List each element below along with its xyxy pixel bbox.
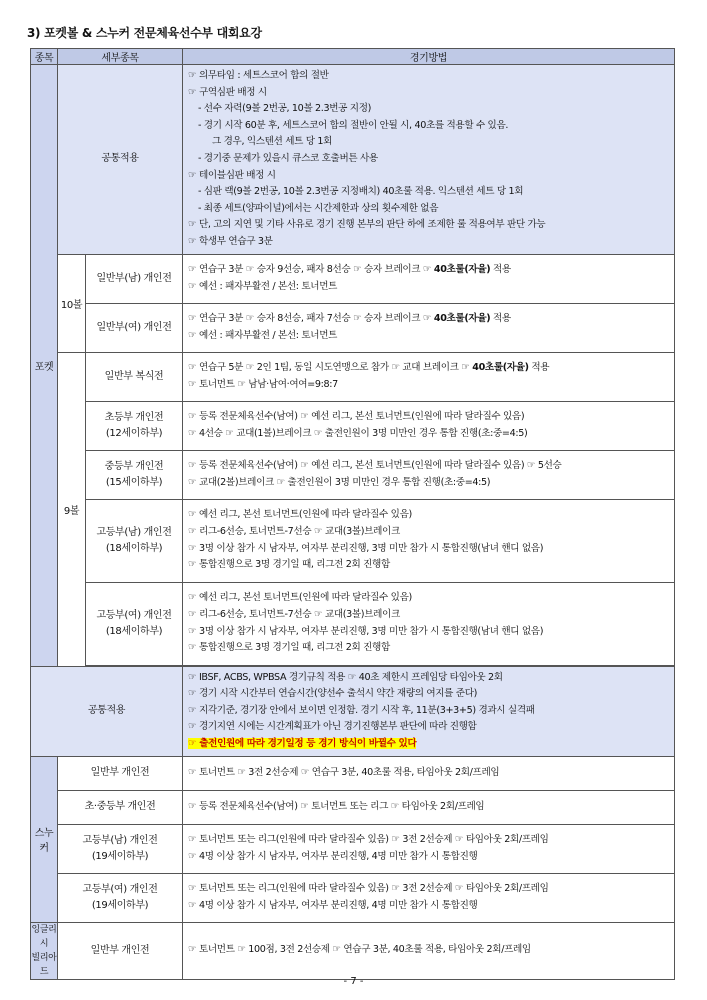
rule-text: ☞ 연습구 3분 ☞ 승자 8선승, 패자 7선승 ☞ 승자 브레이크 ☞ xyxy=(188,312,434,324)
rule-line: - 경기 시작 60분 후, 세트스코어 합의 절반이 안될 시, 40초를 적용할 수 있음. xyxy=(198,119,509,131)
event-label-line: 고등부(남) 개인전 xyxy=(82,834,158,846)
competition-rules-table xyxy=(30,48,675,980)
snooker-highwomen-row xyxy=(31,873,675,922)
common-all-label: 공통적용 xyxy=(31,666,183,756)
rule-line: ☞ 토너먼트 또는 리그(인원에 따라 달라질수 있음) ☞ 3전 2선승제 ☞ 타임아웃 2회/프레임 xyxy=(188,833,549,845)
header-row xyxy=(31,49,675,65)
rule-line: ☞ 3명 이상 참가 시 남자부, 여자부 분리진행, 3명 미만 참가 시 통합진행(남녀 핸디 없음) xyxy=(188,542,544,554)
rule-line: ☞ 지각기준, 경기장 안에서 보이면 인정함. 경기 시작 후, 11분(3+3+5) 경과시 실격패 xyxy=(188,704,535,716)
rule-line: ☞ 통합진행으로 3명 경기일 때, 리그전 2회 진행함 xyxy=(188,559,390,571)
rule-bold: 40초룰(자율) xyxy=(433,263,491,275)
event-label-line: 고등부(남) 개인전 xyxy=(96,526,172,538)
rule-line: ☞ 통합진행으로 3명 경기일 때, 리그전 2회 진행함 xyxy=(188,642,390,654)
event-label-line: 중등부 개인전 xyxy=(104,460,164,472)
rule-line: ☞ 교대(2볼)브레이크 ☞ 출전인원이 3명 미만인 경우 통합 진행(초:중=4:5) xyxy=(188,476,491,488)
event-label-line: 고등부(여) 개인전 xyxy=(82,883,158,895)
event-desc xyxy=(183,499,675,582)
sport-name-line: 잉글리시 xyxy=(31,924,57,949)
pocket-common-row xyxy=(31,65,675,255)
english-general-row xyxy=(31,922,675,979)
sport-pocket: 포켓 xyxy=(31,65,58,667)
rule-line: ☞ 등록 전문체육선수(남여) ☞ 예선 리그, 본선 토너먼트(인원에 따라 달라질수 있음) xyxy=(188,410,525,422)
event-label xyxy=(86,582,183,665)
rule-line: ☞ 학생부 연습구 3분 xyxy=(188,235,273,247)
rule-line: ☞ 단, 고의 지연 및 기타 사유로 경기 진행 본부의 판단 하에 조제한 룰 적용여부 판단 가능 xyxy=(188,219,546,231)
event-label xyxy=(58,824,183,873)
nineball-elem-row xyxy=(31,401,675,450)
rule-line: ☞ 예선 : 패자부활전 / 본선: 토너먼트 xyxy=(188,329,338,341)
sport-snooker: 스누커 xyxy=(31,756,58,922)
event-label xyxy=(86,499,183,582)
rule-text: ☞ 연습구 5분 ☞ 2인 1팀, 동일 시도연맹으로 참가 ☞ 교대 브레이크 ☞ xyxy=(188,361,473,373)
event-label-age: (18세이하부) xyxy=(105,625,163,637)
event-label-age: (12세이하부) xyxy=(105,427,163,439)
event-label: 일반부(남) 개인전 xyxy=(86,254,183,303)
event-desc xyxy=(183,922,675,979)
snooker-highmen-row xyxy=(31,824,675,873)
nineball-doubles-row xyxy=(31,352,675,401)
rule-bold: 40초룰(자율) xyxy=(433,312,491,324)
snooker-general-row xyxy=(31,756,675,790)
header-sport: 종목 xyxy=(31,49,58,65)
rule-line: - 선수 자력(9볼 2번공, 10볼 2.3번공 지정) xyxy=(198,103,372,115)
nineball-middle-row xyxy=(31,450,675,499)
rule-line: ☞ 예선 : 패자부활전 / 본선: 토너먼트 xyxy=(188,280,338,292)
event-label: 일반부 개인전 xyxy=(58,922,183,979)
sport-english-billiards xyxy=(31,922,58,979)
rule-line: ☞ 구역심판 배정 시 xyxy=(188,86,267,98)
rule-line: ☞ 3명 이상 참가 시 남자부, 여자부 분리진행, 3명 미만 참가 시 통합진행(남녀 핸디 없음) xyxy=(188,625,544,637)
event-desc xyxy=(183,824,675,873)
rule-text: ☞ 연습구 3분 ☞ 승자 9선승, 패자 8선승 ☞ 승자 브레이크 ☞ xyxy=(188,263,434,275)
rule-line: ☞ 토너먼트 ☞ 3전 2선승제 ☞ 연습구 3분, 40초룰 적용, 타임아웃 2회/프레임 xyxy=(188,766,500,778)
rule-line: - 최종 세트(양파이널)에서는 시간제한과 상의 횟수제한 없음 xyxy=(198,202,439,214)
event-label xyxy=(86,401,183,450)
event-label: 일반부 복식전 xyxy=(86,352,183,401)
event-desc xyxy=(183,303,675,352)
rule-line: ☞ 예선 리그, 본선 토너먼트(인원에 따라 달라질수 있음) xyxy=(188,509,412,521)
event-desc xyxy=(183,873,675,922)
event-desc xyxy=(183,756,675,790)
tenball-women-row xyxy=(31,303,675,352)
rule-text: 적용 xyxy=(490,263,511,275)
rule-line: ☞ 등록 전문체육선수(남여) ☞ 예선 리그, 본선 토너먼트(인원에 따라 달라질수 있음) ☞ 5선승 xyxy=(188,459,562,471)
rule-line: ☞ 의무타임 : 세트스코어 합의 절반 xyxy=(188,70,329,81)
snooker-elemmid-row xyxy=(31,790,675,824)
tenball-men-row xyxy=(31,254,675,303)
event-label-line: 초등부 개인전 xyxy=(104,411,164,423)
nineball-highmen-row xyxy=(31,499,675,582)
rule-line: ☞ 경기 시작 시간부터 연습시간(양선수 출석시 약간 재량의 여지를 준다) xyxy=(188,688,478,700)
highlight-notice: ☞ 출전인원에 따라 경기일정 등 경기 방식이 바뀔수 있다 xyxy=(188,737,417,749)
event-desc xyxy=(183,582,675,665)
event-label xyxy=(86,450,183,499)
nineball-highwomen-row xyxy=(31,582,675,665)
event-desc xyxy=(183,790,675,824)
event-label-age: (19세이하부) xyxy=(91,899,149,911)
rule-line: - 경기중 문제가 있을시 큐스코 호출버튼 사용 xyxy=(198,152,378,164)
event-label xyxy=(58,873,183,922)
rule-line: ☞ 4명 이상 참가 시 남자부, 여자부 분리진행, 4명 미만 참가 시 통합진행 xyxy=(188,850,478,862)
page-title: 3) 포켓볼 & 스누커 전문체육선수부 대회요강 xyxy=(27,26,262,40)
common-all-desc xyxy=(183,666,675,756)
rule-line: ☞ 리그-6선승, 토너먼트-7선승 ☞ 교대(3볼)브레이크 xyxy=(188,608,400,620)
pocket-common-desc xyxy=(183,65,675,255)
event-label-age: (18세이하부) xyxy=(105,542,163,554)
rule-line: ☞ 예선 리그, 본선 토너먼트(인원에 따라 달라질수 있음) xyxy=(188,592,412,604)
rule-line: ☞ 토너먼트 또는 리그(인원에 따라 달라질수 있음) ☞ 3전 2선승제 ☞ 타임아웃 2회/프레임 xyxy=(188,882,549,894)
header-method: 경기방법 xyxy=(183,49,675,65)
rule-line: ☞ 등록 전문체육선수(남여) ☞ 토너먼트 또는 리그 ☞ 타임아웃 2회/프레임 xyxy=(188,800,485,812)
rule-line: ☞ 4명 이상 참가 시 남자부, 여자부 분리진행, 4명 미만 참가 시 통합진행 xyxy=(188,899,478,911)
header-event: 세부종목 xyxy=(58,49,183,65)
rule-line: ☞ IBSF, ACBS, WPBSA 경기규칙 적용 ☞ 40초 제한시 프레임당 타임아웃 2회 xyxy=(188,671,503,683)
event-label: 초·중등부 개인전 xyxy=(58,790,183,824)
event-label: 일반부(여) 개인전 xyxy=(86,303,183,352)
event-desc xyxy=(183,450,675,499)
rule-line: - 심판 랙(9볼 2번공, 10볼 2.3번공 지정배치) 40초룰 적용. 익스텐션 세트 당 1회 xyxy=(198,186,524,198)
event-desc xyxy=(183,254,675,303)
rule-line: ☞ 토너먼트 ☞ 100점, 3전 2선승제 ☞ 연습구 3분, 40초룰 적용, 타임아웃 2회/프레임 xyxy=(188,944,531,956)
subcat-10ball: 10볼 xyxy=(58,254,86,352)
rule-bold: 40초룰(자율) xyxy=(472,361,529,373)
subcat-9ball: 9볼 xyxy=(58,352,86,666)
common-all-row xyxy=(31,666,675,756)
sport-name-line: 빌리아드 xyxy=(31,952,57,977)
rule-line: ☞ 4선승 ☞ 교대(1볼)브레이크 ☞ 출전인원이 3명 미만인 경우 통합 진행(초:중=4:5) xyxy=(188,427,528,439)
event-label: 일반부 개인전 xyxy=(58,756,183,790)
event-label-age: (15세이하부) xyxy=(105,476,163,488)
rule-line: 그 경우, 익스텐션 세트 당 1회 xyxy=(212,136,333,148)
rule-line: ☞ 경기지연 시에는 시간계획표가 아닌 경기진행본부 판단에 따라 진행함 xyxy=(188,721,477,733)
rule-text: 적용 xyxy=(490,312,511,324)
page-number: - 7 - xyxy=(343,976,364,987)
rule-line: ☞ 토너먼트 ☞ 남남·남여·여여=9:8:7 xyxy=(188,378,338,390)
rule-line: ☞ 리그-6선승, 토너먼트-7선승 ☞ 교대(3볼)브레이크 xyxy=(188,525,400,537)
event-desc xyxy=(183,352,675,401)
rule-line: ☞ 테이블심판 배정 시 xyxy=(188,169,276,181)
event-desc xyxy=(183,401,675,450)
pocket-common-label: 공통적용 xyxy=(58,65,183,255)
event-label-line: 고등부(여) 개인전 xyxy=(96,609,172,621)
rule-text: 적용 xyxy=(528,361,550,373)
event-label-age: (19세이하부) xyxy=(91,850,149,862)
